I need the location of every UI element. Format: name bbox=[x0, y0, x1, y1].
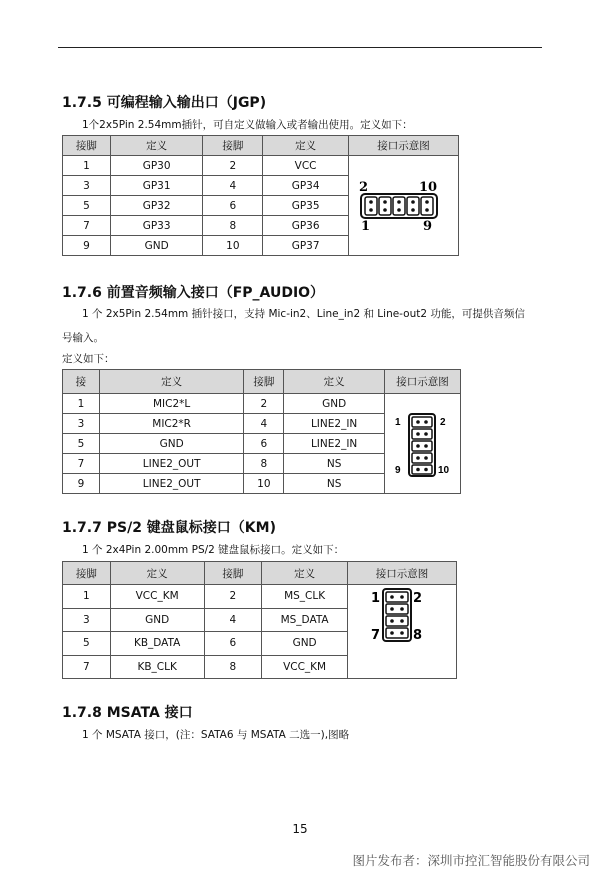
pin-label: 1 bbox=[370, 591, 381, 606]
pin-slot bbox=[365, 197, 377, 215]
header-rule bbox=[58, 47, 542, 48]
pin-number: 1 bbox=[63, 585, 111, 609]
header-definition: 定义 bbox=[110, 562, 204, 585]
pin-number: 3 bbox=[63, 176, 111, 196]
pin-number: 5 bbox=[63, 632, 111, 656]
header-diagram: 接口示意图 bbox=[384, 370, 460, 394]
pin-label: 10 bbox=[438, 465, 450, 476]
header-definition: 定义 bbox=[99, 370, 244, 394]
km-connector-diagram bbox=[349, 585, 455, 675]
header-diagram: 接口示意图 bbox=[347, 562, 456, 585]
pin-definition: VCC bbox=[263, 156, 349, 176]
header-pin: 接脚 bbox=[244, 370, 284, 394]
pin-definition: GP33 bbox=[110, 216, 203, 236]
pin-label: 2 bbox=[412, 591, 423, 606]
pin-number: 8 bbox=[204, 655, 262, 679]
header-definition: 定义 bbox=[110, 136, 203, 156]
pin-label: 9 bbox=[395, 465, 402, 476]
pin-definition: KB_CLK bbox=[110, 655, 204, 679]
pin-slot bbox=[407, 197, 419, 215]
page-number: 15 bbox=[292, 822, 308, 836]
table-row bbox=[63, 156, 459, 176]
table-header-row bbox=[63, 562, 457, 585]
pin-number: 6 bbox=[203, 196, 263, 216]
header-outline bbox=[383, 589, 411, 641]
section-heading-fp-audio: 1.7.6 前置音频输入接口（FP_AUDIO） bbox=[62, 285, 325, 301]
table-row bbox=[63, 394, 461, 414]
pin-definition: LINE2_OUT bbox=[99, 454, 244, 474]
pin-slot bbox=[386, 628, 408, 638]
pin-number: 5 bbox=[63, 196, 111, 216]
pin-label: 10 bbox=[419, 180, 438, 195]
pin-slot bbox=[412, 429, 432, 439]
pin-label: 1 bbox=[361, 219, 371, 234]
pin-number: 7 bbox=[63, 454, 100, 474]
header-definition: 定义 bbox=[263, 136, 349, 156]
pin-number: 7 bbox=[63, 216, 111, 236]
pin-definition: LINE2_OUT bbox=[99, 474, 244, 494]
pin-label: 1 bbox=[395, 417, 402, 428]
pin-label: 7 bbox=[370, 628, 381, 643]
table-header-row bbox=[63, 136, 459, 156]
pin-number: 3 bbox=[63, 608, 111, 632]
header-pin: 接脚 bbox=[63, 562, 111, 585]
pin-label: 2 bbox=[440, 417, 447, 428]
jgp-connector-diagram bbox=[349, 156, 457, 252]
pin-number: 2 bbox=[203, 156, 263, 176]
pin-slot bbox=[412, 465, 432, 474]
pin-definition: MIC2*R bbox=[99, 414, 244, 434]
pin-definition: GND bbox=[262, 632, 348, 656]
header-outline bbox=[409, 414, 435, 476]
header-pin: 接脚 bbox=[204, 562, 262, 585]
pin-slot bbox=[412, 453, 432, 463]
pin-definition: GP34 bbox=[263, 176, 349, 196]
pin-number: 8 bbox=[244, 454, 284, 474]
pin-definition: NS bbox=[284, 474, 385, 494]
section-heading-jgp: 1.7.5 可编程输入输出口（JGP) bbox=[62, 95, 267, 111]
pin-number: 8 bbox=[203, 216, 263, 236]
section-heading-msata: 1.7.8 MSATA 接口 bbox=[62, 705, 193, 721]
header-pin: 接脚 bbox=[63, 136, 111, 156]
pin-definition: LINE2_IN bbox=[284, 414, 385, 434]
header-pin: 接脚 bbox=[203, 136, 263, 156]
header-definition: 定义 bbox=[284, 370, 385, 394]
section-intro-msata: 1 个 MSATA 接口，(注：SATA6 与 MSATA 二选一),图略 bbox=[82, 729, 350, 741]
fp-audio-connector-diagram bbox=[385, 394, 459, 490]
table-header-row bbox=[63, 370, 461, 394]
pin-number: 6 bbox=[204, 632, 262, 656]
pin-definition: MIC2*L bbox=[99, 394, 244, 414]
pin-definition: GP30 bbox=[110, 156, 203, 176]
pin-definition: GND bbox=[110, 608, 204, 632]
section-intro-km: 1 个 2x4Pin 2.00mm PS/2 键盘鼠标接口。定义如下： bbox=[82, 544, 345, 556]
pin-slot bbox=[386, 604, 408, 614]
pin-number: 6 bbox=[244, 434, 284, 454]
section-intro-fp-audio: 1 个 2x5Pin 2.54mm 插针接口，支持 Mic-in2、Line_in2 和 Line-out2 功能，可提供音频信 bbox=[82, 308, 525, 320]
pin-number: 2 bbox=[244, 394, 284, 414]
pin-definition: GP31 bbox=[110, 176, 203, 196]
pin-label: 2 bbox=[359, 180, 369, 195]
pin-number: 9 bbox=[63, 236, 111, 256]
pin-definition: GP35 bbox=[263, 196, 349, 216]
pin-slot bbox=[393, 197, 405, 215]
pin-slot bbox=[386, 592, 408, 602]
header-definition: 定义 bbox=[262, 562, 348, 585]
connector-diagram-cell bbox=[348, 156, 458, 256]
pin-number: 5 bbox=[63, 434, 100, 454]
publisher-watermark: 图片发布者：深圳市控汇智能股份有限公司 bbox=[352, 853, 590, 868]
header-pin: 接 bbox=[63, 370, 100, 394]
pin-number: 4 bbox=[204, 608, 262, 632]
pin-definition: GP36 bbox=[263, 216, 349, 236]
pin-number: 1 bbox=[63, 394, 100, 414]
pin-label: 9 bbox=[423, 219, 433, 234]
pin-definition: GND bbox=[284, 394, 385, 414]
pin-definition: GP37 bbox=[263, 236, 349, 256]
pin-definition: GP32 bbox=[110, 196, 203, 216]
pin-number: 3 bbox=[63, 414, 100, 434]
km-pin-table bbox=[62, 561, 457, 679]
pin-definition: MS_CLK bbox=[262, 585, 348, 609]
pin-definition: VCC_KM bbox=[262, 655, 348, 679]
connector-diagram-cell bbox=[347, 585, 456, 679]
pin-slot bbox=[386, 616, 408, 626]
pin-definition: KB_DATA bbox=[110, 632, 204, 656]
pin-number: 9 bbox=[63, 474, 100, 494]
connector-diagram-cell bbox=[384, 394, 460, 494]
table-row bbox=[63, 585, 457, 609]
section-intro-fp-audio-cont: 号输入。 bbox=[62, 332, 104, 344]
pin-number: 4 bbox=[244, 414, 284, 434]
pin-number: 2 bbox=[204, 585, 262, 609]
fp-audio-pin-table bbox=[62, 369, 461, 494]
pin-slot bbox=[412, 441, 432, 451]
pin-number: 7 bbox=[63, 655, 111, 679]
pin-slot bbox=[412, 417, 432, 427]
pin-definition: NS bbox=[284, 454, 385, 474]
pin-slot bbox=[421, 197, 433, 215]
pin-definition: MS_DATA bbox=[262, 608, 348, 632]
pin-number: 4 bbox=[203, 176, 263, 196]
header-diagram: 接口示意图 bbox=[348, 136, 458, 156]
jgp-pin-table bbox=[62, 135, 459, 256]
pin-definition: VCC_KM bbox=[110, 585, 204, 609]
pin-number: 10 bbox=[203, 236, 263, 256]
pin-definition: GND bbox=[99, 434, 244, 454]
pin-definition: LINE2_IN bbox=[284, 434, 385, 454]
section-intro-jgp: 1个2x5Pin 2.54mm插针，可自定义做输入或者输出使用。定义如下： bbox=[82, 119, 413, 131]
section-heading-km: 1.7.7 PS/2 键盘鼠标接口（KM) bbox=[62, 520, 276, 536]
pin-number: 10 bbox=[244, 474, 284, 494]
section-definition-lead: 定义如下： bbox=[62, 353, 115, 365]
pin-slot bbox=[379, 197, 391, 215]
pin-definition: GND bbox=[110, 236, 203, 256]
pin-label: 8 bbox=[412, 628, 423, 643]
pin-number: 1 bbox=[63, 156, 111, 176]
